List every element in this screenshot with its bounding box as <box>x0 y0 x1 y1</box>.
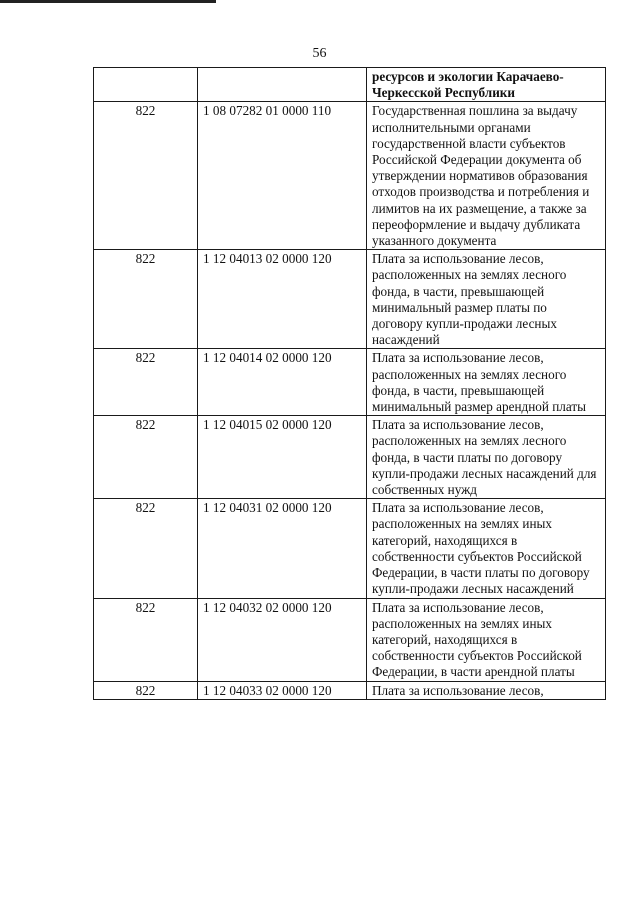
admin-code-cell: 822 <box>94 250 198 349</box>
admin-code-cell <box>94 68 198 102</box>
table-body <box>94 68 606 700</box>
description-cell: ресурсов и экологии Карачаево-Черкесской Республики <box>367 68 606 102</box>
table-row <box>94 102 606 250</box>
table-row <box>94 349 606 416</box>
admin-code-cell: 822 <box>94 681 198 699</box>
table-row <box>94 598 606 681</box>
kbk-code-cell: 1 12 04013 02 0000 120 <box>198 250 367 349</box>
description-cell: Плата за использование лесов, расположенных на землях иных категорий, находящихся в собственности субъектов Российской Федерации, в части платы по договору купли-продажи лесных насаждений <box>367 499 606 598</box>
table-row <box>94 250 606 349</box>
admin-code-cell: 822 <box>94 598 198 681</box>
admin-code-cell: 822 <box>94 102 198 250</box>
kbk-code-cell: 1 12 04033 02 0000 120 <box>198 681 367 699</box>
table-row <box>94 499 606 598</box>
description-cell: Плата за использование лесов, расположенных на землях лесного фонда, в части платы по договору купли-продажи лесных насаждений для собственных нужд <box>367 416 606 499</box>
description-cell: Плата за использование лесов, расположенных на землях лесного фонда, в части, превышающей минимальный размер арендной платы <box>367 349 606 416</box>
table-row-continued-header <box>94 68 606 102</box>
kbk-code-cell: 1 12 04015 02 0000 120 <box>198 416 367 499</box>
admin-code-cell: 822 <box>94 499 198 598</box>
page-number: 56 <box>312 46 327 61</box>
description-cell: Плата за использование лесов, <box>367 681 606 699</box>
admin-code-cell: 822 <box>94 416 198 499</box>
kbk-code-cell: 1 12 04032 02 0000 120 <box>198 598 367 681</box>
kbk-code-cell: 1 12 04031 02 0000 120 <box>198 499 367 598</box>
kbk-code-cell: 1 08 07282 01 0000 110 <box>198 102 367 250</box>
admin-code-cell: 822 <box>94 349 198 416</box>
kbk-code-cell: 1 12 04014 02 0000 120 <box>198 349 367 416</box>
scan-edge-line <box>0 0 216 3</box>
revenue-codes-table <box>93 67 606 700</box>
table-row <box>94 416 606 499</box>
description-cell: Государственная пошлина за выдачу исполнительными органами государственной власти субъектов Российской Федерации документа об утверждении нормативов образования отходов производства и потребления и лимитов на их размещение, а также за переоформление и выдачу дубликата указанного документа <box>367 102 606 250</box>
description-cell: Плата за использование лесов, расположенных на землях иных категорий, находящихся в собственности субъектов Российской Федерации, в части арендной платы <box>367 598 606 681</box>
table-row <box>94 681 606 699</box>
description-cell: Плата за использование лесов, расположенных на землях лесного фонда, в части, превышающей минимальный размер платы по договору купли-продажи лесных насаждений <box>367 250 606 349</box>
kbk-code-cell <box>198 68 367 102</box>
